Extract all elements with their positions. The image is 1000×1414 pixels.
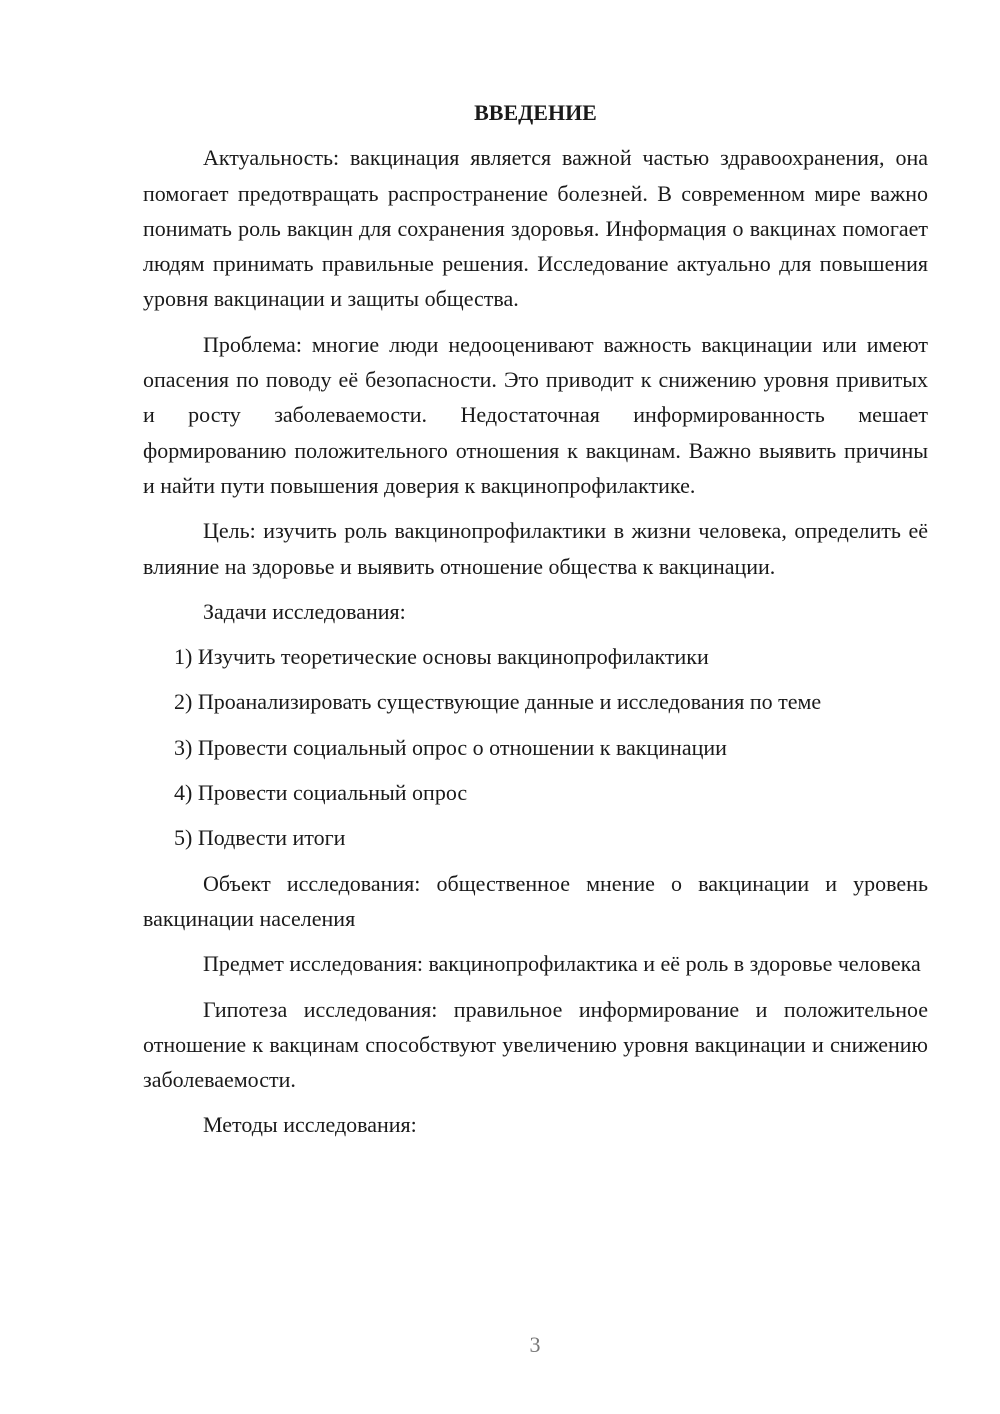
problem-paragraph: Проблема: многие люди недооценивают важность вакцинации или имеют опасения по поводу её безопасности. Это приводит к снижению уровня привитых и росту заболеваемости. Недостаточная информированность мешает формированию положительного отношения к вакцинам. Важно выявить причины и найти пути повышения доверия к вакцинопрофилактике. [143,331,928,498]
tasks-heading: Задачи исследования: [203,598,406,624]
object-paragraph: Объект исследования: общественное мнение о вакцинации и уровень вакцинации населения [143,870,928,931]
list-item: 2) Проанализировать существующие данные и исследования по теме [174,689,822,715]
list-item: 1) Изучить теоретические основы вакцинопрофилактики [174,644,709,670]
page-content [143,95,928,1153]
list-item: 5) Подвести итоги [174,825,346,851]
hypothesis-paragraph: Гипотеза исследования: правильное информирование и положительное отношение к вакцинам способствуют увеличению уровня вакцинации и снижению заболеваемости. [143,996,928,1093]
page-number: 3 [529,1332,541,1357]
list-item: 3) Провести социальный опрос о отношении к вакцинации [174,734,727,760]
goal-paragraph: Цель: изучить роль вакцинопрофилактики в жизни человека, определить её влияние на здоровье и выявить отношение общества к вакцинации. [143,518,928,579]
subject-paragraph: Предмет исследования: вакцинопрофилактика и её роль в здоровье человека [203,951,921,977]
methods-heading: Методы исследования: [203,1112,417,1138]
relevance-paragraph: Актуальность: вакцинация является важной частью здравоохранения, она помогает предотвращать распространение болезней. В современном мире важно понимать роль вакцин для сохранения здоровья. Информация о вакцинах помогает людям принимать правильные решения. Исследование актуально для повышения уровня вакцинации и защиты общества. [143,145,928,312]
tasks-list [143,639,928,855]
section-title: ВВЕДЕНИЕ [474,100,597,125]
list-item: 4) Провести социальный опрос [174,780,468,806]
